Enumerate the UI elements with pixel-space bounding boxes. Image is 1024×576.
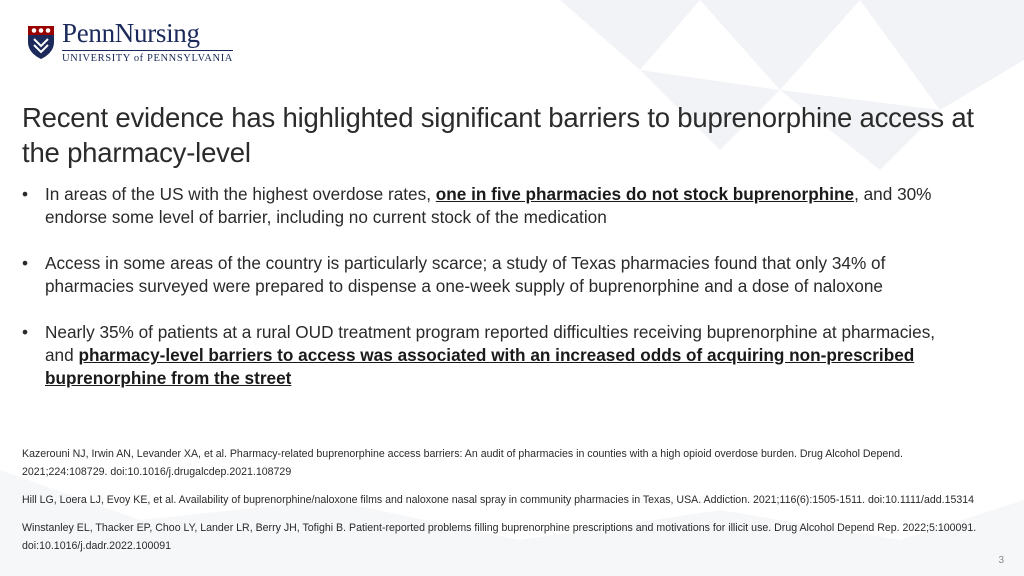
bullet-emphasis: pharmacy-level barriers to access was associated with an increased odds of acquiring non-prescribed buprenorphine from the street bbox=[45, 345, 915, 388]
reference-item: Kazerouni NJ, Irwin AN, Levander XA, et al. Pharmacy-related buprenorphine access barriers: An audit of pharmacies in counties with a high opioid overdose burden. Drug Alcohol Depend. 2021;224:108729. doi:10.1016/j.drugalcdep.2021.108729 bbox=[22, 448, 903, 478]
logo-wordmark: PennNursing bbox=[62, 18, 200, 48]
bullet-item bbox=[22, 252, 967, 298]
bullet-marker: • bbox=[22, 184, 29, 204]
reference-item: Hill LG, Loera LJ, Evoy KE, et al. Availability of buprenorphine/naloxone films and naloxone nasal spray in community pharmacies in Texas, USA. Addiction. 2021;116(6):1505-1511. doi:10.1111/add.15314 bbox=[22, 494, 975, 506]
bullet-item bbox=[22, 321, 967, 390]
bullet-item bbox=[22, 183, 967, 229]
university-shield-icon bbox=[26, 24, 56, 60]
bullet-emphasis: one in five pharmacies do not stock buprenorphine bbox=[435, 184, 855, 204]
bullet-text: Access in some areas of the country is particularly scarce; a study of Texas pharmacies found that only 34% of pharmacies surveyed were prepared to dispense a one-week supply of buprenorphine and a dose of naloxone bbox=[45, 253, 886, 296]
penn-nursing-logo bbox=[26, 20, 233, 65]
references bbox=[22, 445, 982, 565]
bullet-text: In areas of the US with the highest overdose rates, bbox=[45, 184, 436, 204]
bullet-marker: • bbox=[22, 253, 29, 273]
page-number: 3 bbox=[998, 555, 1004, 566]
logo-text bbox=[62, 20, 233, 65]
slide-title: Recent evidence has highlighted significant barriers to buprenorphine access at the pharmacy-level bbox=[22, 102, 974, 168]
logo-subtitle: UNIVERSITY of PENNSYLVANIA bbox=[62, 50, 233, 65]
bullet-marker: • bbox=[22, 322, 29, 342]
bullet-text: Nearly 35% of patients at a rural OUD treatment program reported difficulties receiving buprenorphine at pharmacies, and bbox=[45, 322, 936, 365]
bullet-list bbox=[22, 183, 967, 413]
reference-item: Winstanley EL, Thacker EP, Choo LY, Lander LR, Berry JH, Tofighi B. Patient-reported problems filling buprenorphine prescriptions and motivations for illicit use. Drug Alcohol Depend Rep. 2022;5:100091. doi:10.1016/j.dadr.2022.100091 bbox=[22, 522, 977, 552]
bullet-text-after: , and 30% endorse some level of barrier, including no current stock of the medication bbox=[45, 184, 932, 227]
